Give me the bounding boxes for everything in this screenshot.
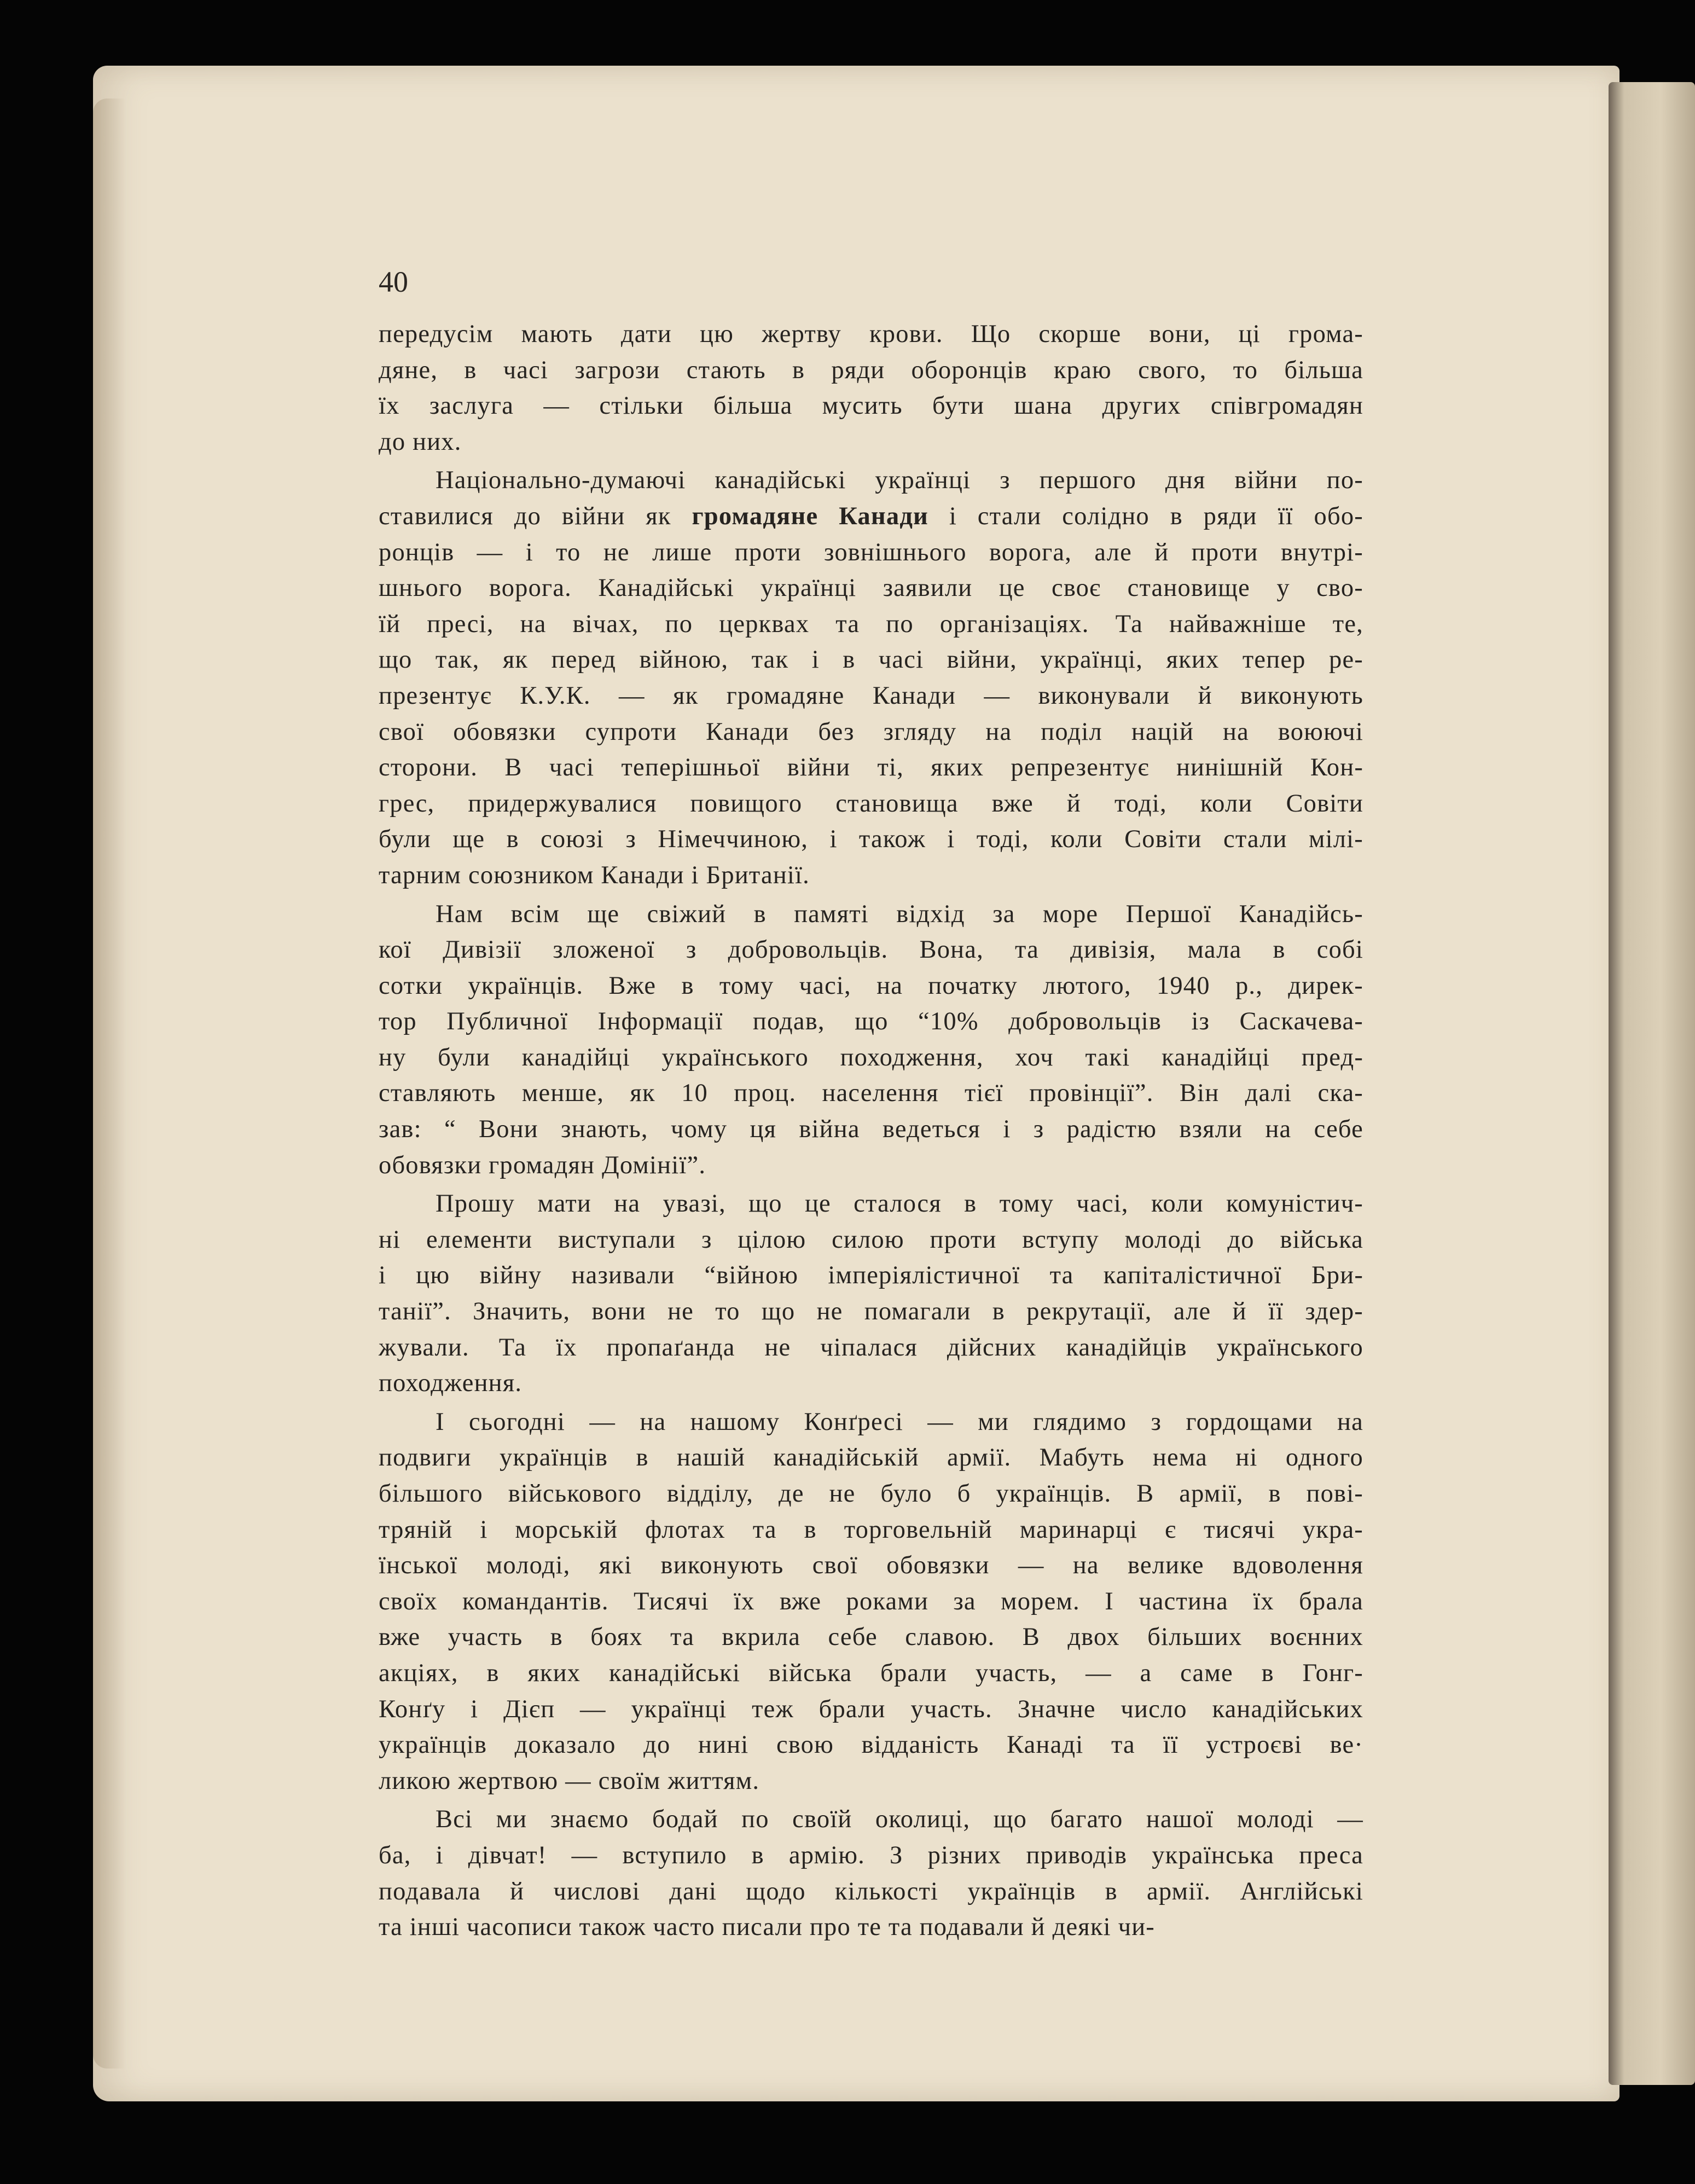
paragraph <box>379 1186 1363 1401</box>
text-line: походження. <box>379 1369 523 1398</box>
text-line: та інші часописи також часто писали про те та подавали й деякі чи- <box>379 1913 1155 1942</box>
text-line: акціях, в яких канадійські війська брали участь, — а саме в Гонг- <box>379 1659 1363 1687</box>
page-number: 40 <box>379 265 408 298</box>
text-line: танії”. Значить, вони не то що не помагали в рекрутації, але й її здер- <box>379 1297 1363 1326</box>
text-line: тарним союзником Канади і Британії. <box>379 861 810 889</box>
text-line: Національно-думаючі канадійські українці з першого дня війни по- <box>436 466 1363 495</box>
text-line: ну були канадійці українського походження, хоч такі канадійці пред- <box>379 1043 1363 1071</box>
text-line: більшого військового відділу, де не було б українців. В армії, в пові- <box>379 1480 1363 1508</box>
text-line: дяне, в часі загрози стають в ряди оборонців краю свого, то більша <box>379 356 1363 384</box>
text-line: І сьогодні — на нашому Конґресі — ми глядимо з гордощами на <box>436 1407 1363 1436</box>
text-line: ронців — і то не лише проти зовнішнього ворога, але й проти внутрі- <box>379 538 1363 566</box>
text-line: і цю війну називали “війною імперіялістичної та капіталістичної Бри- <box>379 1261 1363 1290</box>
text-line: шнього ворога. Канадійські українці заявили це своє становище у сво- <box>379 574 1363 603</box>
next-page-edge <box>1609 82 1695 2085</box>
text-line: жували. Та їх пропаґанда не чіпалася дійсних канадійців українського <box>379 1333 1363 1362</box>
text-line: Нам всім ще свіжий в памяті відхід за море Першої Канадійсь- <box>436 900 1363 928</box>
text-line: були ще в союзі з Німеччиною, і також і тоді, коли Совіти стали мілі- <box>379 825 1363 854</box>
text-line: подавала й числові дані щодо кількості українців в армії. Англійські <box>379 1877 1363 1905</box>
text-line: своїх командантів. Тисячі їх вже роками за морем. І частина їх брала <box>379 1587 1363 1615</box>
text-line: ні елементи виступали з цілою силою проти вступу молоді до війська <box>379 1225 1363 1254</box>
paragraph <box>379 1801 1363 1945</box>
text-line: тор Публичної Інформації подав, що “10% добровольців із Саскачева- <box>379 1007 1363 1036</box>
text-line: передусім мають дати цю жертву крови. Що скорше вони, ці грома- <box>379 320 1363 348</box>
page-gutter-shadow <box>93 99 126 2069</box>
text-line: їнської молоді, які виконують свої обовязки — на велике вдоволення <box>379 1551 1363 1580</box>
text-line: тряній і морській флотах та в торговельній маринарці є тисячі укра- <box>379 1515 1363 1544</box>
text-line: зав: “ Вони знають, чому ця війна ведеться і з радістю взяли на себе <box>379 1115 1363 1144</box>
text-line: що так, як перед війною, так і в часі війни, українці, яких тепер ре- <box>379 646 1363 674</box>
paragraph <box>379 1404 1363 1799</box>
text-line: свої обовязки супроти Канади без згляду на поділ націй на воюючі <box>379 717 1363 746</box>
text-line: українців доказало до нині свою відданість Канаді та її устроєві ве· <box>379 1731 1363 1759</box>
text-line: ставляють менше, як 10 проц. населення тієї провінції”. Він далі ска- <box>379 1079 1363 1108</box>
text-line: Конґу і Дієп — українці теж брали участь. Значне число канадійських <box>379 1695 1363 1723</box>
text-line: до них. <box>379 427 462 456</box>
text-line: подвиги українців в нашій канадійській армії. Мабуть нема ні одного <box>379 1444 1363 1472</box>
paragraph <box>379 896 1363 1184</box>
text-line: Прошу мати на увазі, що це сталося в тому часі, коли комуністич- <box>436 1190 1363 1218</box>
text-line: їх заслуга — стільки більша мусить бути шана других співгромадян <box>379 392 1363 420</box>
text-line: обовязки громадян Домінії”. <box>379 1151 706 1179</box>
paragraph <box>379 462 1363 893</box>
text-line: презентує К.У.К. — як громадяне Канади — виконували й виконують <box>379 681 1363 710</box>
text-line: грес, придержувалися повищого становища вже й тоді, коли Совіти <box>379 789 1363 818</box>
text-line: сторони. В часі теперішньої війни ті, яких репрезентує нинішній Кон- <box>379 754 1363 782</box>
text-line: їй пресі, на вічах, по церквах та по організаціях. Та найважніше те, <box>379 610 1363 638</box>
bold-phrase: громадяне Канади <box>692 502 929 530</box>
paragraph <box>379 316 1363 460</box>
text-line: вже участь в боях та вкрила себе славою. В двох більших воєнних <box>379 1623 1363 1652</box>
text-line: сотки українців. Вже в тому часі, на початку лютого, 1940 р., дирек- <box>379 971 1363 1000</box>
text-line: Всі ми знаємо бодай по своїй околиці, що багато нашої молоді — <box>436 1805 1363 1834</box>
body-text <box>379 316 1363 1948</box>
text-line: кої Дивізії зложеної з добровольців. Вона, та дивізія, мала в собі <box>379 936 1363 964</box>
text-line: ба, і дівчат! — вступило в армію. З різних приводів українська преса <box>379 1841 1363 1869</box>
text-line: ликою жертвою — своїм життям. <box>379 1766 760 1795</box>
text-line: ставилися до війни як громадяне Канади і стали солідно в ряди її обо- <box>379 502 1363 530</box>
